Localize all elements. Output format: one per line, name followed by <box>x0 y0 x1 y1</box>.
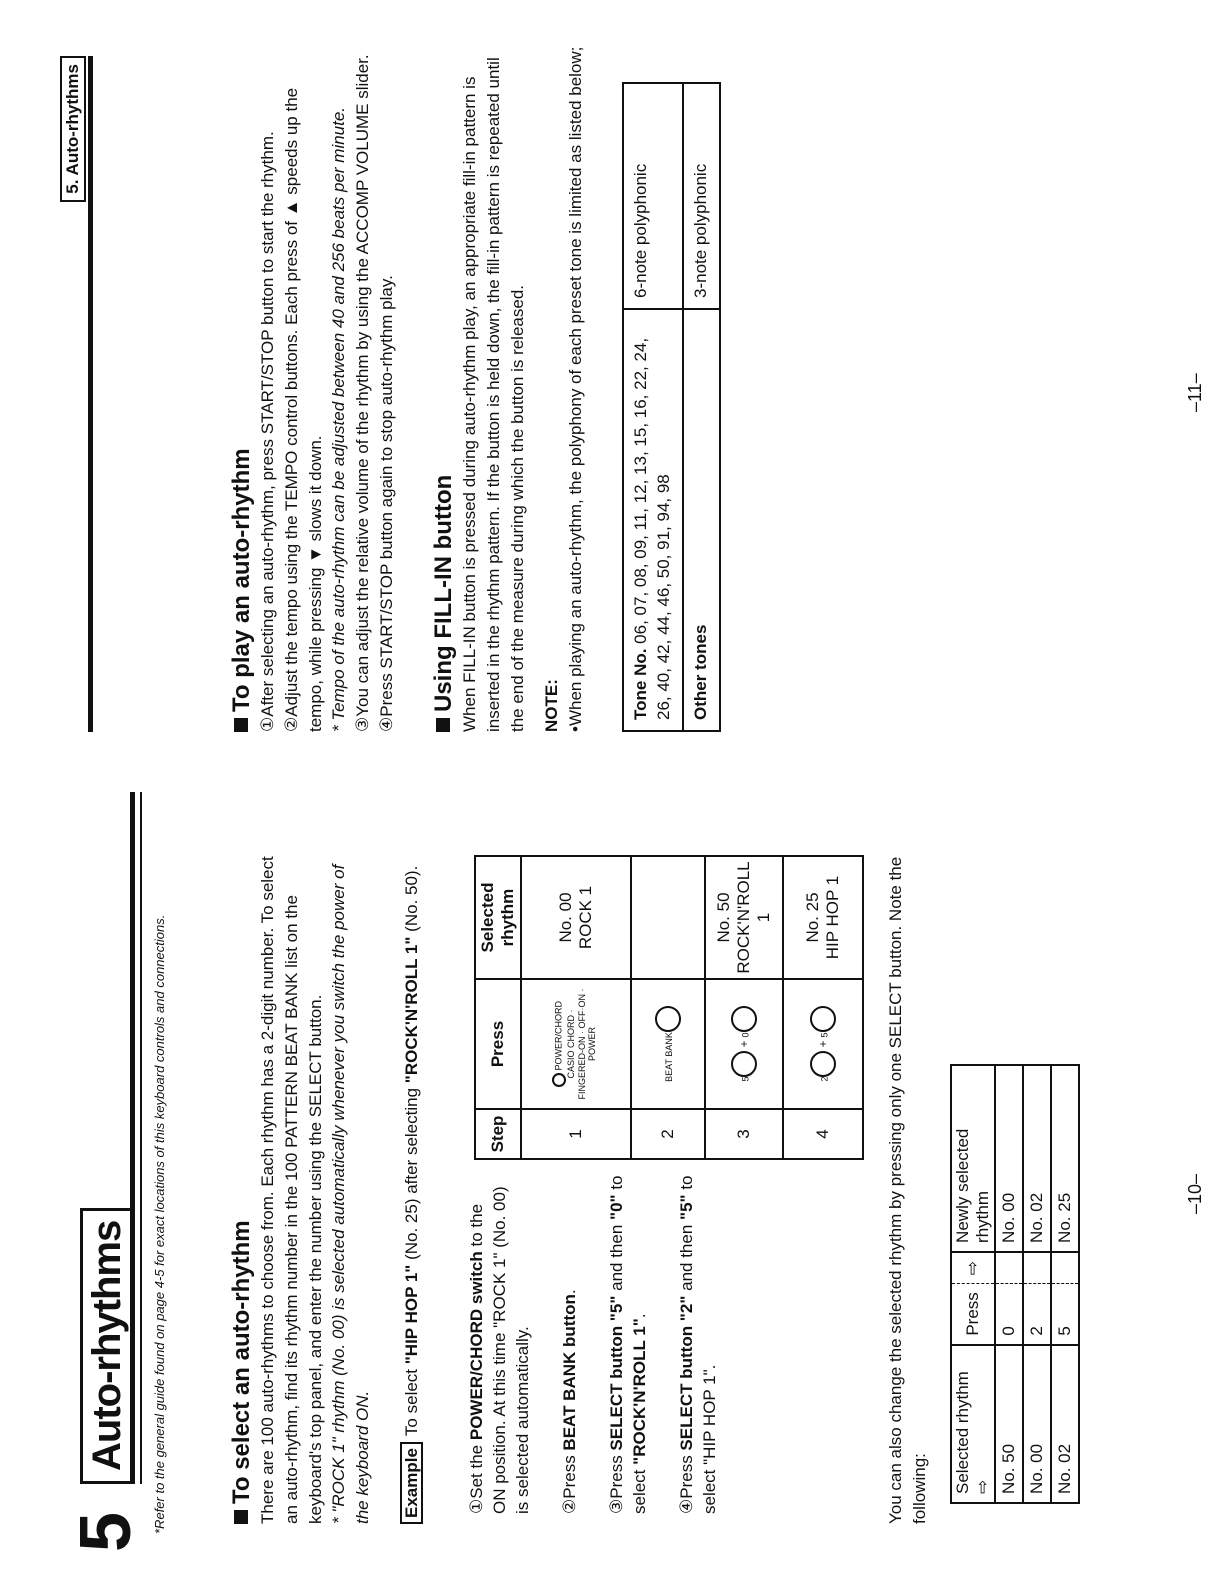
table-header-row: Selected rhythm ⇨ Press ⇨ Newly selected rhythm <box>951 1065 995 1503</box>
example-label: Example <box>400 1442 423 1524</box>
square-bullet-icon <box>234 1510 248 1524</box>
note-block <box>540 42 588 732</box>
note-label: NOTE: <box>542 679 561 732</box>
section-header: 5. Auto-rhythms <box>60 56 86 202</box>
list-item: * Tempo of the auto-rhythm can be adjusted between 40 and 256 beats per minute. <box>329 106 349 732</box>
play-section <box>228 42 399 732</box>
list-item: ①After selecting an auto-rhythm, press START/STOP button to start the rhythm. <box>258 131 277 732</box>
fill-in-heading: Using FILL-IN button <box>430 42 458 732</box>
select-button-icon <box>810 1051 836 1077</box>
table-row: Tone No. 06, 07, 08, 09, 11, 12, 13, 15, 16, 22, 24, 26, 40, 42, 44, 46, 50, 91, 94, 98 6-note polyphonic <box>623 83 683 731</box>
select-paragraph: There are 100 auto-rhythms to choose from. Each rhythm has a 2-digit number. To select an auto-rhythm, find its rhythm number in the 100 PATTERN BEAT BANK list on the keyboard's top panel, and enter the number using the SELECT button. <box>258 856 325 1524</box>
polyphony-table <box>622 82 721 732</box>
section-rule <box>88 56 93 732</box>
step-list <box>466 1174 746 1514</box>
reference-note: *Refer to the general guide found on page 4-5 for exact locations of this keyboard controls and connections. <box>152 914 167 1534</box>
left-page <box>0 792 1224 1584</box>
list-item: ③Press SELECT button "5" and then "0" to select "ROCK'N'ROLL 1". <box>606 1175 649 1514</box>
table-row: No. 02 5 No. 25 <box>1051 1065 1079 1503</box>
also-note: You can also change the selected rhythm by pressing only one SELECT button. Note the following: <box>886 856 929 1524</box>
table-row: 1 POWER/CHORD CASIO CHORD · FINGERED-ON · OFF·ON · POWER No. 00 ROCK 1 <box>521 856 631 1159</box>
table-header-row: Step Press Selected rhythm <box>475 856 521 1159</box>
square-bullet-icon <box>436 718 450 732</box>
table-row: No. 50 0 No. 00 <box>995 1065 1023 1503</box>
play-heading: To play an auto-rhythm <box>228 42 256 732</box>
list-item: ①Set the POWER/CHORD switch to the ON position. At this time "ROCK 1" (No. 00) is selected automatically. <box>467 1186 532 1514</box>
select-button-icon <box>731 1051 757 1077</box>
list-item: ④Press SELECT button "2" and then "5" to select "HIP HOP 1". <box>676 1175 719 1514</box>
sequence-table <box>950 1064 1080 1504</box>
power-switch-icon: POWER/CHORD CASIO CHORD · FINGERED-ON · OFF·ON · POWER <box>553 988 598 1100</box>
select-heading: To select an auto-rhythm <box>228 844 256 1524</box>
step-table <box>474 855 864 1160</box>
fill-in-paragraph: When FILL-IN button is pressed during auto-rhythm play, an appropriate fill-in pattern is inserted in the rhythm pattern. If the button is held down, the fill-in pattern is repeated until the end of the measure during which the button is released. <box>460 57 527 732</box>
select-button-icon <box>731 1006 757 1032</box>
table-row: No. 00 2 No. 02 <box>1023 1065 1051 1503</box>
select-note: * "ROCK 1" rhythm (No. 00) is selected automatically whenever you switch the power of the keyboard ON. <box>329 864 373 1524</box>
fill-in-section <box>430 42 529 732</box>
chapter-title: Auto-rhythms <box>80 1208 135 1484</box>
list-item: ②Press BEAT BANK button. <box>559 1289 579 1514</box>
list-item: ④Press START/STOP button again to stop auto-rhythm play. <box>376 275 396 732</box>
chapter-rule-thin <box>140 792 142 1484</box>
chapter-number: 5 <box>66 1515 146 1552</box>
note-text: •When playing an auto-rhythm, the polyphony of each preset tone is limited as listed below; <box>565 46 585 732</box>
select-button-icon <box>810 1006 836 1032</box>
beat-bank-button-icon <box>655 1006 681 1032</box>
table-row: Other tones 3-note polyphonic <box>683 83 720 731</box>
table-row: 2 BEAT BANK <box>631 856 705 1159</box>
chapter-rule <box>130 792 135 1484</box>
select-section <box>228 844 375 1524</box>
square-bullet-icon <box>234 718 248 732</box>
page-number: –11– <box>1185 373 1205 412</box>
page-number: –10– <box>1185 1173 1205 1214</box>
list-item: ③You can adjust the relative volume of the rhythm by using the ACCOMP VOLUME slider. <box>353 54 373 732</box>
example-line: ExampleTo select "HIP HOP 1" (No. 25) after selecting "ROCK'N'ROLL 1" (No. 50). <box>400 834 424 1524</box>
list-item: ②Adjust the tempo using the TEMPO control buttons. Each press of ▲ speeds up the tempo, while pressing ▼ slows it down. <box>281 87 325 732</box>
table-row: 4 2+5 No. 25 HIP HOP 1 <box>783 856 863 1159</box>
table-row: 3 5+0 No. 50 ROCK'N'ROLL 1 <box>705 856 783 1159</box>
